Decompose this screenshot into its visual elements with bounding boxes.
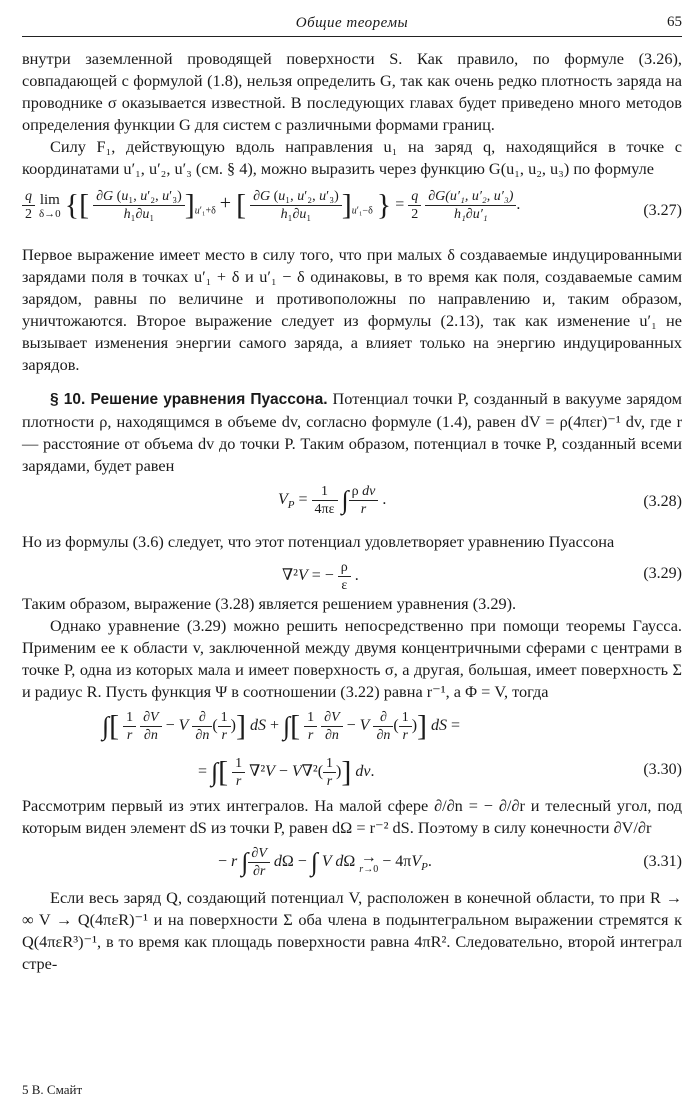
- paragraph-6: Таким образом, выражение (3.28) является решением уравнения (3.29).: [22, 594, 517, 613]
- equation-3-27: [22, 180, 682, 244]
- paragraph-3: Первое выражение имеет место в силу того, что при малых δ создаваемые индуцированными зарядами поля в точках u′₁ + δ и u′₁ − δ одинаковы, в то время как поля, создаваемые самим зарядом, равны по величине и противоположны по направлению и, таким образом, уничтожаются. Второе выражение следует из формулы (2.13), так как изменение u′₁ не вызывает изменения энергии самого заряда, а влияет только на энергию индуцированных зарядов.: [22, 245, 682, 374]
- paragraph-5: Но из формулы (3.6) следует, что этот потенциал удовлетворяет уравнению Пуассона: [22, 532, 615, 551]
- paragraph-7: Однако уравнение (3.29) можно решить непосредственно при помощи теоремы Гаусса. Применим ее к области v, заключенной между двумя концентричными сферами с центрами в точке P, одна из которых мала и имеет поверхность σ, а другая, большая, имеет поверхность Σ и радиус R. Пусть функция Ψ в соотношении (3.22) равна r⁻¹, а Φ = V, тогда: [22, 616, 682, 701]
- running-header: [22, 14, 682, 37]
- equation-3-30-line-2: = ∫[ $\frac{1}{r}$ ∇²V − V∇²( $\frac{1}{r}$ )] dv.: [198, 755, 375, 789]
- page-number: 65: [667, 14, 682, 30]
- section-text: Потенциал точки P, созданный в вакууме зарядом плотности ρ, находящимся в объеме dv, согласно формуле (1.4), равен dV = ρ(4πεr)⁻¹ dv, где r — расстояние от объема dv до точки P. Таким образом, потенциал в точке P, созданный всеми зарядами, будет равен: [22, 389, 682, 475]
- paragraph-9: Если весь заряд Q, создающий потенциал V, расположен в конечной области, то при R → ∞ V → Q(4πεR)⁻¹ и на поверхности Σ оба члена в подынтегральном выражении стремятся к Q(4πεR³)⁻¹, в то время как площадь поверхности равна 4πR². Следовательно, второй интеграл стре-: [22, 888, 682, 973]
- paragraph-4: [22, 388, 682, 477]
- equation-3-31: [22, 839, 682, 887]
- equation-3-31-body: − r ∫ $\frac{\partial V}{\partial r}$ dΩ − ∫ V dΩ → r→0 − $4\pi V_P$.: [218, 846, 432, 879]
- paragraph-2: Силу F₁, действующую вдоль направления u₁ на заряд q, находящийся в точке с координатами u′₁, u′₂, u′₃ (см. § 4), можно выразить через функцию G(u₁, u₂, u₃) по формуле: [22, 137, 682, 178]
- equation-3-30: [22, 703, 682, 795]
- equation-3-28-body: $V_P$ = $\frac{1}{4\pi\varepsilon}$ ∫ $\frac{\text{ρ dv}}{r}$ .: [278, 484, 387, 517]
- paragraph-8: Рассмотрим первый из этих интегралов. На малой сфере ∂/∂n = − ∂/∂r и телесный угол, под которым виден элемент dS из точки P, равен dΩ = r⁻² dS. Поэтому в силу конечности ∂V/∂r: [22, 796, 682, 837]
- equation-3-29: [22, 553, 682, 593]
- equation-number: (3.28): [643, 493, 682, 510]
- running-title: Общие теоремы: [295, 15, 409, 31]
- rhs-numerator: ∂G(u′₁, u′₂, u′₃): [425, 188, 516, 206]
- section-title: § 10. Решение уравнения Пуассона.: [50, 391, 328, 408]
- footer-signature: 5 В. Смайт: [22, 1082, 83, 1097]
- limit-subscript: δ→0: [39, 207, 61, 220]
- equation-3-28: [22, 477, 682, 531]
- equation-3-27-body: $\frac{q}{2}$ lim δ→0 {[ $\frac{\text{∂G (u₁, u′₂, u′₃)}}{\text{h₁∂u₁}}$ ]$_{u'_1+\delta}$ + [ $\frac{\text{∂G (u₁, u′₂, u′₃)}}{\text{h₁∂u₁}}$ ]$_{u'_1-\delta}$ } = $\frac{q}{2}$ $\frac{\text{∂G(u′₁, u′₂, u′₃)}}{\text{h₁∂u′₁}}$ .: [22, 188, 520, 223]
- limit-operator: lim: [39, 191, 60, 208]
- equation-number: (3.30): [643, 761, 682, 778]
- equation-3-29-body: ∇²V = − $\frac{\rho}{\varepsilon}$ .: [282, 560, 359, 593]
- rhs-denominator: h₁∂u′₁: [453, 207, 488, 222]
- equation-number: (3.31): [643, 853, 682, 870]
- equation-number: (3.29): [643, 565, 682, 582]
- paragraph-1: внутри заземленной проводящей поверхности S. Как правило, по формуле (3.26), совпадающей с формулой (1.8), нельзя определить G, так как очень редко плотность заряда на проводнике σ оказывается известной. В последующих главах будет приведено много методов определения функции G для систем с различными формами границ.: [22, 49, 682, 134]
- equation-number: (3.27): [643, 202, 682, 219]
- equation-3-30-line-1: ∫[ $\frac{1}{r}$ $\frac{\partial V}{\partial n}$ − V $\frac{\partial}{\partial n}$ ( $\frac{1}{r}$ )] dS + ∫[ $\frac{1}{r}$ $\frac{\partial V}{\partial n}$ − V $\frac{\partial}{\partial n}$ ( $\frac{1}{r}$ )] dS =: [102, 709, 461, 743]
- page-body: [22, 48, 682, 975]
